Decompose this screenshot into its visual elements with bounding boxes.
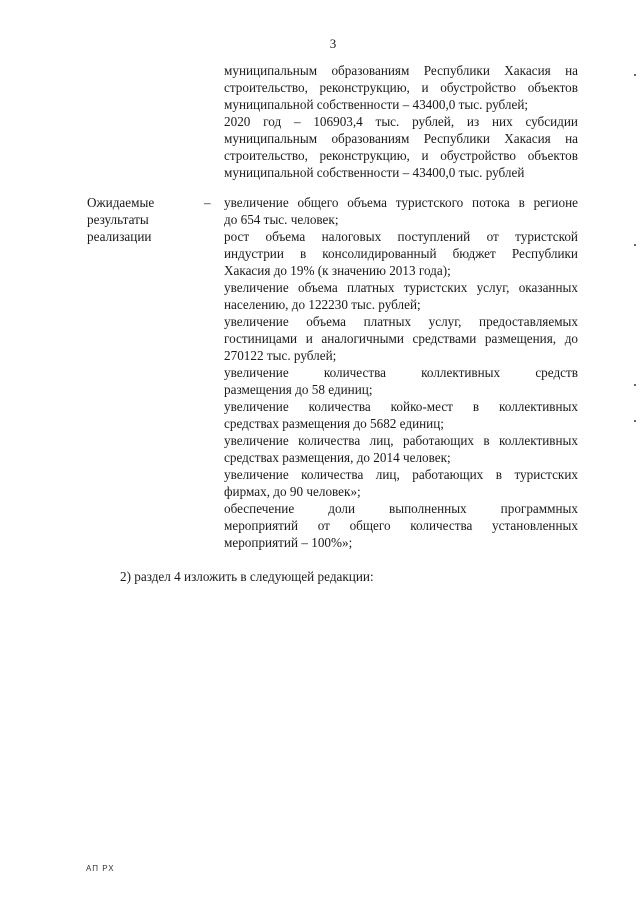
section-label — [87, 194, 197, 245]
text-line: гостиницами и аналогичными средствами размещения, до — [224, 331, 578, 346]
text-line: населению, до 122230 тыс. рублей; — [224, 297, 421, 312]
text-line: 270122 тыс. рублей; — [224, 348, 337, 363]
text-line: увеличение количества коллективных средств — [224, 365, 578, 380]
text-line: муниципальной собственности – 43400,0 тыс. рублей — [224, 165, 525, 180]
text-line: муниципальным образованиям Республики Хакасия на — [224, 63, 578, 78]
text-line: размещения до 58 единиц; — [224, 382, 373, 397]
text-line: увеличение объема платных услуг, предоставляемых — [224, 314, 578, 329]
label-dash: – — [204, 195, 211, 210]
section-intro: 2) раздел 4 изложить в следующей редакции: — [120, 569, 374, 584]
page-number: 3 — [329, 36, 337, 51]
label-line: Ожидаемые — [87, 195, 155, 210]
text-line: мероприятий от общего количества установленных — [224, 518, 578, 533]
text-line: фирмах, до 90 человек»; — [224, 484, 361, 499]
text-line: мероприятий – 100%»; — [224, 535, 353, 550]
text-line: муниципальной собственности – 43400,0 тыс. рублей; — [224, 97, 529, 112]
label-line: результаты — [87, 212, 149, 227]
text-line: обеспечение доли выполненных программных — [224, 501, 578, 516]
text-line: рост объема налоговых поступлений от туристской — [224, 229, 578, 244]
expected-results-block — [224, 194, 578, 551]
scan-speck — [634, 74, 636, 76]
text-line: строительство, реконструкцию, и обустройство объектов — [224, 148, 578, 163]
text-line: строительство, реконструкцию, и обустройство объектов — [224, 80, 578, 95]
text-line: увеличение количества койко-мест в коллективных — [224, 399, 578, 414]
scan-speck — [634, 384, 636, 386]
text-line: 2020 год – 106903,4 тыс. рублей, из них субсидии — [224, 114, 578, 129]
text-line: увеличение количества лиц, работающих в туристских — [224, 467, 578, 482]
text-line: до 654 тыс. человек; — [224, 212, 339, 227]
text-line: средствах размещения, до 2014 человек; — [224, 450, 451, 465]
label-line: реализации — [87, 229, 152, 244]
footer-mark: АП РХ — [86, 864, 115, 873]
scan-speck — [634, 244, 636, 246]
text-line: средствах размещения до 5682 единиц; — [224, 416, 444, 431]
text-line: Хакасия до 19% (к значению 2013 года); — [224, 263, 451, 278]
scan-speck — [634, 420, 636, 422]
text-line: увеличение количества лиц, работающих в коллективных — [224, 433, 578, 448]
text-line: муниципальным образованиям Республики Хакасия на — [224, 131, 578, 146]
funding-text-block — [224, 62, 578, 181]
text-line: увеличение общего объема туристского потока в регионе — [224, 195, 578, 210]
text-line: увеличение объема платных туристских услуг, оказанных — [224, 280, 578, 295]
text-line: индустрии в консолидированный бюджет Республики — [224, 246, 578, 261]
